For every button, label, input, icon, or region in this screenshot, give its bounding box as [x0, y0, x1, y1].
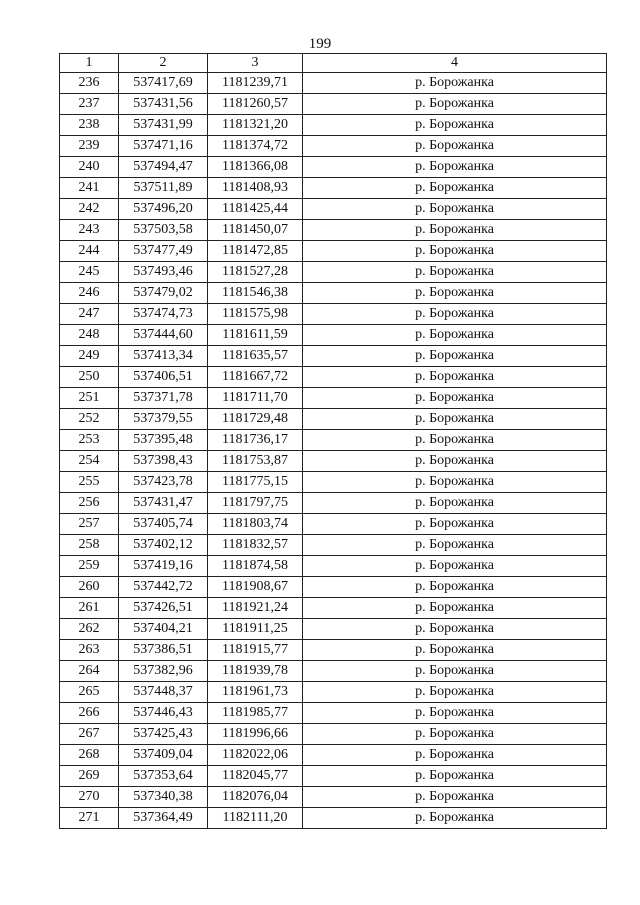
table-row	[60, 73, 607, 94]
x-coordinate-cell: 537444,60	[119, 325, 208, 346]
description-cell: р. Борожанка	[303, 661, 607, 682]
y-coordinate-cell: 1181408,93	[208, 178, 303, 199]
point-number-cell: 266	[60, 703, 119, 724]
table-row	[60, 325, 607, 346]
x-coordinate-cell: 537423,78	[119, 472, 208, 493]
y-coordinate-cell: 1181450,07	[208, 220, 303, 241]
x-coordinate-cell: 537371,78	[119, 388, 208, 409]
y-coordinate-cell: 1181985,77	[208, 703, 303, 724]
point-number-cell: 254	[60, 451, 119, 472]
x-coordinate-cell: 537395,48	[119, 430, 208, 451]
table-row	[60, 514, 607, 535]
point-number-cell: 255	[60, 472, 119, 493]
description-cell: р. Борожанка	[303, 703, 607, 724]
description-cell: р. Борожанка	[303, 682, 607, 703]
point-number-cell: 259	[60, 556, 119, 577]
y-coordinate-cell: 1181635,57	[208, 346, 303, 367]
y-coordinate-cell: 1181921,24	[208, 598, 303, 619]
table-row	[60, 724, 607, 745]
table-row	[60, 94, 607, 115]
table-row	[60, 283, 607, 304]
y-coordinate-cell: 1181753,87	[208, 451, 303, 472]
point-number-cell: 241	[60, 178, 119, 199]
description-cell: р. Борожанка	[303, 283, 607, 304]
table-row	[60, 556, 607, 577]
y-coordinate-cell: 1181366,08	[208, 157, 303, 178]
column-header-2: 2	[119, 54, 208, 73]
description-cell: р. Борожанка	[303, 577, 607, 598]
table-row	[60, 682, 607, 703]
x-coordinate-cell: 537431,99	[119, 115, 208, 136]
description-cell: р. Борожанка	[303, 514, 607, 535]
x-coordinate-cell: 537413,34	[119, 346, 208, 367]
y-coordinate-cell: 1181911,25	[208, 619, 303, 640]
x-coordinate-cell: 537477,49	[119, 241, 208, 262]
table-row	[60, 619, 607, 640]
x-coordinate-cell: 537340,38	[119, 787, 208, 808]
x-coordinate-cell: 537471,16	[119, 136, 208, 157]
table-row	[60, 199, 607, 220]
x-coordinate-cell: 537426,51	[119, 598, 208, 619]
x-coordinate-cell: 537417,69	[119, 73, 208, 94]
point-number-cell: 245	[60, 262, 119, 283]
table-row	[60, 703, 607, 724]
table-row	[60, 220, 607, 241]
table-row	[60, 430, 607, 451]
x-coordinate-cell: 537379,55	[119, 409, 208, 430]
table-row	[60, 787, 607, 808]
x-coordinate-cell: 537405,74	[119, 514, 208, 535]
point-number-cell: 269	[60, 766, 119, 787]
y-coordinate-cell: 1181996,66	[208, 724, 303, 745]
table-row	[60, 115, 607, 136]
table-row	[60, 640, 607, 661]
point-number-cell: 240	[60, 157, 119, 178]
x-coordinate-cell: 537493,46	[119, 262, 208, 283]
y-coordinate-cell: 1181575,98	[208, 304, 303, 325]
description-cell: р. Борожанка	[303, 73, 607, 94]
x-coordinate-cell: 537474,73	[119, 304, 208, 325]
y-coordinate-cell: 1181939,78	[208, 661, 303, 682]
x-coordinate-cell: 537496,20	[119, 199, 208, 220]
y-coordinate-cell: 1181425,44	[208, 199, 303, 220]
x-coordinate-cell: 537479,02	[119, 283, 208, 304]
description-cell: р. Борожанка	[303, 409, 607, 430]
table-row	[60, 808, 607, 829]
table-row	[60, 367, 607, 388]
table-header-row	[60, 54, 607, 73]
y-coordinate-cell: 1181775,15	[208, 472, 303, 493]
description-cell: р. Борожанка	[303, 220, 607, 241]
point-number-cell: 244	[60, 241, 119, 262]
y-coordinate-cell: 1181961,73	[208, 682, 303, 703]
x-coordinate-cell: 537425,43	[119, 724, 208, 745]
point-number-cell: 239	[60, 136, 119, 157]
table-row	[60, 136, 607, 157]
y-coordinate-cell: 1181874,58	[208, 556, 303, 577]
description-cell: р. Борожанка	[303, 367, 607, 388]
description-cell: р. Борожанка	[303, 262, 607, 283]
column-header-1: 1	[60, 54, 119, 73]
table-row	[60, 304, 607, 325]
description-cell: р. Борожанка	[303, 325, 607, 346]
description-cell: р. Борожанка	[303, 766, 607, 787]
point-number-cell: 252	[60, 409, 119, 430]
description-cell: р. Борожанка	[303, 304, 607, 325]
table-row	[60, 241, 607, 262]
point-number-cell: 265	[60, 682, 119, 703]
point-number-cell: 250	[60, 367, 119, 388]
table-row	[60, 535, 607, 556]
table-row	[60, 451, 607, 472]
table-row	[60, 577, 607, 598]
x-coordinate-cell: 537406,51	[119, 367, 208, 388]
point-number-cell: 261	[60, 598, 119, 619]
x-coordinate-cell: 537494,47	[119, 157, 208, 178]
column-header-3: 3	[208, 54, 303, 73]
description-cell: р. Борожанка	[303, 94, 607, 115]
x-coordinate-cell: 537511,89	[119, 178, 208, 199]
point-number-cell: 238	[60, 115, 119, 136]
x-coordinate-cell: 537398,43	[119, 451, 208, 472]
description-cell: р. Борожанка	[303, 199, 607, 220]
y-coordinate-cell: 1182076,04	[208, 787, 303, 808]
point-number-cell: 264	[60, 661, 119, 682]
x-coordinate-cell: 537402,12	[119, 535, 208, 556]
y-coordinate-cell: 1181729,48	[208, 409, 303, 430]
description-cell: р. Борожанка	[303, 178, 607, 199]
point-number-cell: 246	[60, 283, 119, 304]
point-number-cell: 256	[60, 493, 119, 514]
x-coordinate-cell: 537503,58	[119, 220, 208, 241]
x-coordinate-cell: 537448,37	[119, 682, 208, 703]
point-number-cell: 271	[60, 808, 119, 829]
y-coordinate-cell: 1181239,71	[208, 73, 303, 94]
point-number-cell: 263	[60, 640, 119, 661]
coordinates-table	[59, 53, 607, 829]
x-coordinate-cell: 537386,51	[119, 640, 208, 661]
y-coordinate-cell: 1182022,06	[208, 745, 303, 766]
description-cell: р. Борожанка	[303, 808, 607, 829]
point-number-cell: 257	[60, 514, 119, 535]
table-row	[60, 598, 607, 619]
point-number-cell: 243	[60, 220, 119, 241]
table-row	[60, 157, 607, 178]
x-coordinate-cell: 537419,16	[119, 556, 208, 577]
description-cell: р. Борожанка	[303, 115, 607, 136]
point-number-cell: 253	[60, 430, 119, 451]
page-number: 199	[308, 36, 332, 52]
table-row	[60, 346, 607, 367]
point-number-cell: 236	[60, 73, 119, 94]
point-number-cell: 247	[60, 304, 119, 325]
description-cell: р. Борожанка	[303, 472, 607, 493]
y-coordinate-cell: 1181472,85	[208, 241, 303, 262]
y-coordinate-cell: 1181908,67	[208, 577, 303, 598]
description-cell: р. Борожанка	[303, 388, 607, 409]
point-number-cell: 258	[60, 535, 119, 556]
point-number-cell: 262	[60, 619, 119, 640]
y-coordinate-cell: 1181546,38	[208, 283, 303, 304]
description-cell: р. Борожанка	[303, 346, 607, 367]
y-coordinate-cell: 1181374,72	[208, 136, 303, 157]
y-coordinate-cell: 1181797,75	[208, 493, 303, 514]
y-coordinate-cell: 1181832,57	[208, 535, 303, 556]
x-coordinate-cell: 537442,72	[119, 577, 208, 598]
description-cell: р. Борожанка	[303, 136, 607, 157]
description-cell: р. Борожанка	[303, 640, 607, 661]
y-coordinate-cell: 1181736,17	[208, 430, 303, 451]
point-number-cell: 237	[60, 94, 119, 115]
point-number-cell: 242	[60, 199, 119, 220]
point-number-cell: 251	[60, 388, 119, 409]
table-row	[60, 388, 607, 409]
table-row	[60, 745, 607, 766]
description-cell: р. Борожанка	[303, 430, 607, 451]
table-row	[60, 766, 607, 787]
x-coordinate-cell: 537382,96	[119, 661, 208, 682]
description-cell: р. Борожанка	[303, 535, 607, 556]
table-row	[60, 493, 607, 514]
point-number-cell: 249	[60, 346, 119, 367]
x-coordinate-cell: 537364,49	[119, 808, 208, 829]
description-cell: р. Борожанка	[303, 157, 607, 178]
column-header-4: 4	[303, 54, 607, 73]
table-row	[60, 178, 607, 199]
description-cell: р. Борожанка	[303, 787, 607, 808]
description-cell: р. Борожанка	[303, 556, 607, 577]
y-coordinate-cell: 1182045,77	[208, 766, 303, 787]
description-cell: р. Борожанка	[303, 598, 607, 619]
y-coordinate-cell: 1181321,20	[208, 115, 303, 136]
table-row	[60, 661, 607, 682]
y-coordinate-cell: 1181915,77	[208, 640, 303, 661]
description-cell: р. Борожанка	[303, 451, 607, 472]
table-row	[60, 262, 607, 283]
point-number-cell: 267	[60, 724, 119, 745]
description-cell: р. Борожанка	[303, 493, 607, 514]
description-cell: р. Борожанка	[303, 745, 607, 766]
y-coordinate-cell: 1182111,20	[208, 808, 303, 829]
description-cell: р. Борожанка	[303, 724, 607, 745]
table-row	[60, 472, 607, 493]
x-coordinate-cell: 537431,56	[119, 94, 208, 115]
y-coordinate-cell: 1181803,74	[208, 514, 303, 535]
point-number-cell: 270	[60, 787, 119, 808]
y-coordinate-cell: 1181611,59	[208, 325, 303, 346]
description-cell: р. Борожанка	[303, 241, 607, 262]
x-coordinate-cell: 537409,04	[119, 745, 208, 766]
description-cell: р. Борожанка	[303, 619, 607, 640]
y-coordinate-cell: 1181527,28	[208, 262, 303, 283]
x-coordinate-cell: 537431,47	[119, 493, 208, 514]
x-coordinate-cell: 537404,21	[119, 619, 208, 640]
y-coordinate-cell: 1181711,70	[208, 388, 303, 409]
table-body	[60, 73, 607, 829]
point-number-cell: 248	[60, 325, 119, 346]
y-coordinate-cell: 1181260,57	[208, 94, 303, 115]
point-number-cell: 260	[60, 577, 119, 598]
y-coordinate-cell: 1181667,72	[208, 367, 303, 388]
table-row	[60, 409, 607, 430]
point-number-cell: 268	[60, 745, 119, 766]
x-coordinate-cell: 537446,43	[119, 703, 208, 724]
x-coordinate-cell: 537353,64	[119, 766, 208, 787]
